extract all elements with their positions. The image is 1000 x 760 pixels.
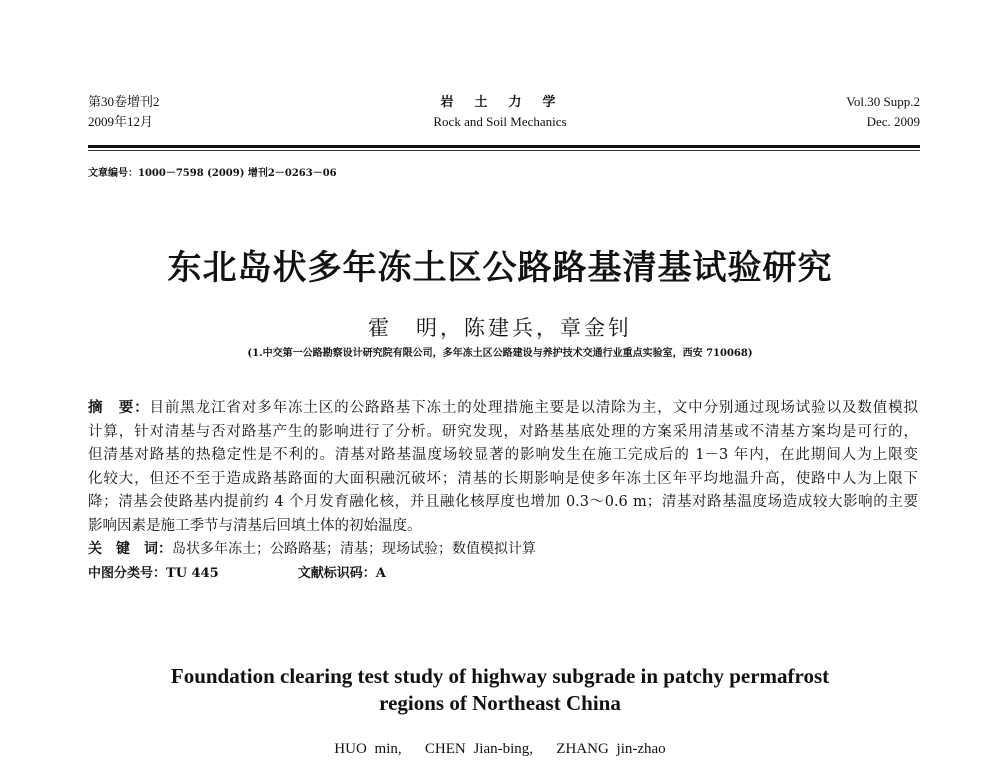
- english-title-line: regions of Northeast China: [379, 691, 621, 715]
- abstract-line: 化较大，但还不至于造成路基路面的大面积融沉破坏；清基的长期影响是使多年冻土区年平均地温升高，使路中人为上限下: [88, 470, 918, 487]
- doc-code-value: A: [375, 566, 386, 581]
- paper-authors: 霍 明，陈建兵，章金钊: [368, 316, 632, 340]
- date-en: Dec. 2009: [866, 114, 920, 129]
- doc-code-label: 文献标识码：: [297, 566, 376, 581]
- paper-title: 东北岛状多年冻土区公路路基清基试验研究: [167, 248, 833, 288]
- classification: [88, 562, 386, 581]
- abstract-line: 降；清基会使路基内提前约 4 个月发育融化核，并且融化核厚度也增加 0.3～0.6 m；清基对路基温度场造成较大影响的主要: [88, 494, 918, 510]
- journal-volume-en: [846, 92, 920, 132]
- keywords-value: 岛状多年冻土；公路路基；清基；现场试验；数值模拟计算: [172, 541, 536, 557]
- issue-date: 2009年12月: [88, 114, 154, 129]
- abstract-line: 影响因素是施工季节与清基后回填土体的初始温度。: [88, 517, 422, 534]
- english-title: [0, 663, 1000, 717]
- affiliation: (1.中交第一公路勘察设计研究院有限公司，多年冻土区公路建设与养护技术交通行业重点实验室，西安 710068): [247, 348, 753, 359]
- header-rule: [88, 145, 920, 148]
- article-number-label: 文章编号：: [88, 168, 138, 179]
- header-rule-thin: [88, 150, 920, 151]
- english-title-line: Foundation clearing test study of highway subgrade in patchy permafrost: [170, 664, 830, 688]
- clc-label: 中图分类号：: [88, 566, 167, 581]
- abstract: [88, 396, 918, 538]
- english-authors: HUO min, CHEN Jian-bing, ZHANG jin-zhao: [334, 741, 666, 757]
- article-number-value: 1000－7598 (2009) 增刊2－0263－06: [138, 168, 337, 179]
- volume-en: Vol.30 Supp.2: [846, 94, 920, 109]
- article-number: [88, 164, 337, 179]
- abstract-label: 摘 要：: [88, 399, 150, 416]
- keywords-label: 关 键 词：: [88, 541, 172, 557]
- abstract-line: 摘 要：目前黑龙江省对多年冻土区的公路路基下冻土的处理措施主要是以清除为主，文中分别通过现场试验以及数值模拟: [88, 399, 918, 416]
- abstract-line: 但清基对路基的热稳定性是不利的。清基对路基温度场较显著的影响发生在施工完成后的 1－3 年内，在此期间人为上限变: [88, 447, 918, 463]
- clc-value: TU 445: [166, 566, 219, 581]
- journal-name-en: Rock and Soil Mechanics: [433, 114, 567, 129]
- journal-name-cn: 岩 土 力 学: [440, 94, 560, 109]
- abstract-line: 计算，针对清基与否对路基产生的影响进行了分析。研究发现，对路基基底处理的方案采用清基或不清基方案均是可行的，: [88, 423, 918, 440]
- keywords: [88, 538, 536, 558]
- volume-issue: 第30卷增刊2: [88, 94, 160, 109]
